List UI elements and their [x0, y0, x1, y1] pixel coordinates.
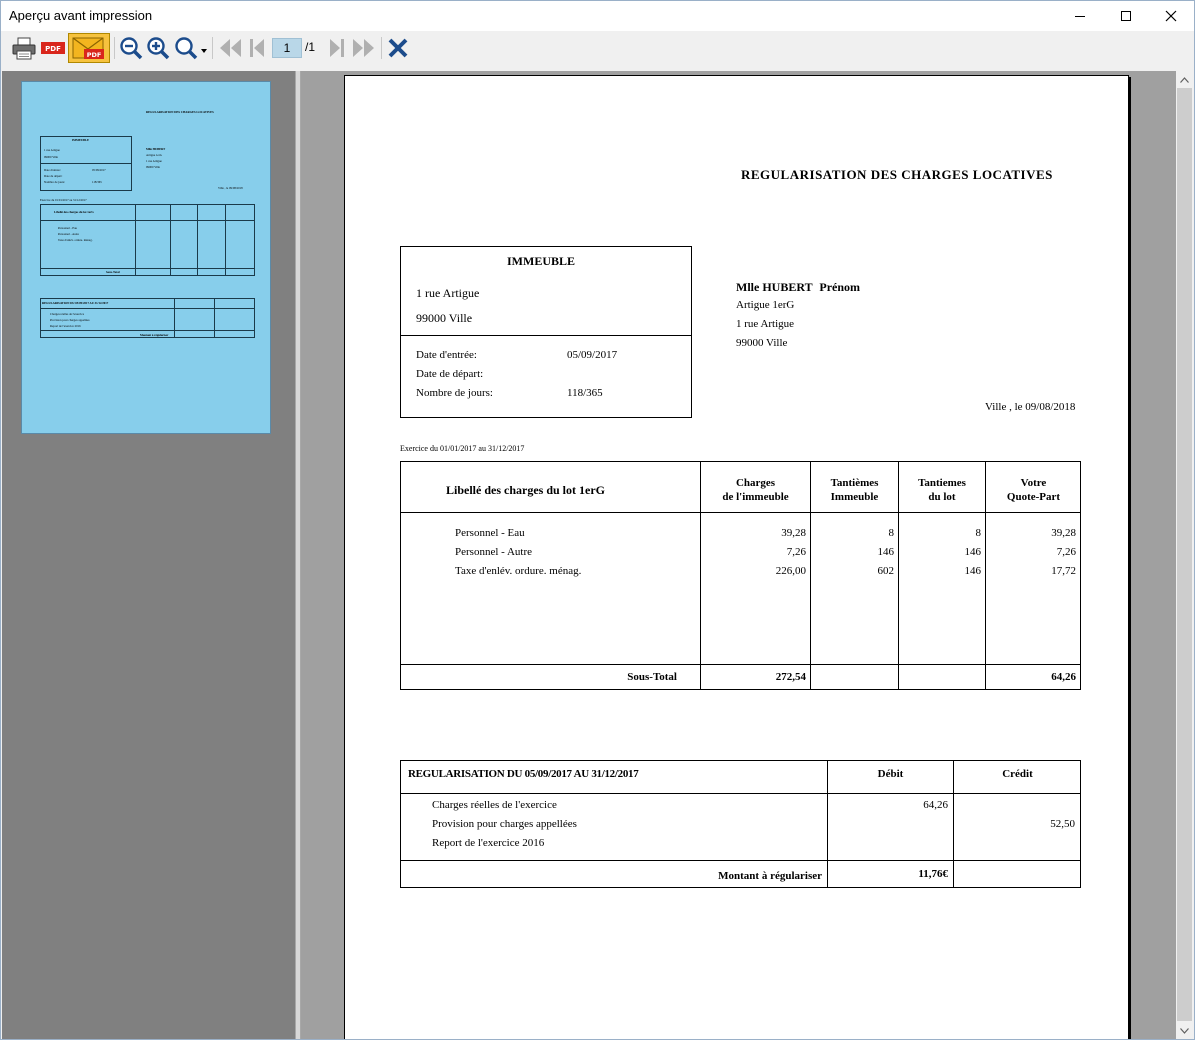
col-header-tant-lot [899, 476, 985, 504]
charges-subtotal-line [400, 664, 1081, 665]
zoom-dropdown-button[interactable] [173, 33, 209, 63]
charge-row-charges: 226,00 [775, 565, 806, 577]
thumb-tenant-line2: Artigue 1erG [146, 153, 162, 157]
print-button[interactable] [9, 33, 39, 63]
thumb-row-line [40, 220, 255, 221]
building-city: 99000 Ville [416, 311, 473, 325]
thumb-col-line [225, 204, 226, 276]
col-header-quote-1: Votre [1020, 477, 1047, 489]
thumb-regul-row: Provision pour charges appellées [50, 318, 90, 322]
tenant-line2: Artigue 1erG [736, 299, 795, 311]
thumb-col-line [197, 204, 198, 276]
last-page-button[interactable] [350, 33, 378, 63]
building-address: 1 rue Artigue [416, 286, 480, 300]
thumb-days-label: Nombre de jours: [44, 180, 65, 184]
regul-row-credit: 52,50 [1050, 818, 1075, 830]
col-header-tant-lot-1: Tantiemes [918, 477, 966, 489]
minimize-icon [1074, 10, 1086, 22]
tenant-lastname: Mlle HUBERT [736, 280, 813, 294]
subtotal-label: Sous-Total [627, 671, 677, 683]
maximize-icon [1120, 10, 1132, 22]
zoom-in-button[interactable] [145, 33, 171, 63]
regul-total-debit: 11,76€ [918, 868, 948, 880]
close-window-button[interactable] [1148, 1, 1194, 31]
charge-row-tant-imm: 146 [877, 546, 894, 558]
col-header-charges-2: de l'immeuble [722, 491, 789, 503]
tenant-line3: 1 rue Artigue [736, 318, 795, 330]
thumb-tenant-name: Mlle HUBERT [146, 147, 166, 151]
toolbar-separator [114, 37, 115, 59]
thumb-col-line [174, 298, 175, 338]
pdf-icon [40, 40, 66, 56]
thumb-tenant-line3: 1 rue Artigue [146, 159, 162, 163]
col-header-label: Libellé des charges du lot 1erG [446, 483, 605, 497]
thumb-title: REGULARISATION DES CHARGES LOCATIVES [146, 110, 214, 114]
regul-col-credit: Crédit [1002, 768, 1033, 780]
preview-area [301, 71, 1176, 1039]
charge-row-tant-lot: 146 [964, 546, 981, 558]
zoom-in-icon [146, 36, 170, 60]
building-box-divider [400, 335, 692, 336]
thumb-regul-row: Report de l'exercice 2016 [50, 324, 81, 328]
entry-date-label: Date d'entrée: [416, 349, 477, 361]
charge-row-label: Taxe d'enlév. ordure. ménag. [455, 565, 582, 577]
page-number-input[interactable]: 1 [272, 38, 302, 58]
thumb-col-line [135, 204, 136, 276]
days-label: Nombre de jours: [416, 387, 493, 399]
thumbnail-pane [2, 71, 295, 1039]
page-total: /1 [305, 40, 316, 54]
printer-icon [11, 36, 37, 60]
title-bar [1, 1, 1194, 31]
regul-total-line [400, 860, 1081, 861]
thumb-row-line [40, 308, 255, 309]
toolbar-separator [212, 37, 213, 59]
charge-row-quote: 39,28 [1051, 527, 1076, 539]
tenant-name [736, 280, 860, 295]
thumb-entry-label: Date d'entrée: [44, 168, 61, 172]
thumb-place-date: Ville , le 09/08/2018 [218, 186, 243, 190]
charge-row-tant-lot: 146 [964, 565, 981, 577]
thumb-building-address: 1 rue Artigue [44, 148, 60, 152]
document-page [344, 75, 1129, 1039]
chevron-down-icon [201, 49, 207, 53]
col-header-tant-imm-1: Tantièmes [830, 477, 879, 489]
tenant-line4: 99000 Ville [736, 337, 788, 349]
scrollbar-thumb[interactable] [1177, 88, 1192, 1021]
charge-row-tant-imm: 602 [877, 565, 894, 577]
thumb-col-line [170, 204, 171, 276]
regul-heading: REGULARISATION DU 05/09/2017 AU 31/12/2017 [408, 768, 639, 780]
export-pdf-button[interactable] [39, 33, 67, 63]
regul-row-debit: 64,26 [923, 799, 948, 811]
document-title: REGULARISATION DES CHARGES LOCATIVES [741, 167, 1053, 182]
place-date: Ville , le 09/08/2018 [985, 401, 1076, 413]
subtotal-charges: 272,54 [775, 671, 806, 683]
subtotal-quote: 64,26 [1051, 671, 1076, 683]
next-page-icon [327, 36, 347, 60]
col-header-charges-1: Charges [735, 477, 776, 489]
svg-text:PDF: PDF [86, 51, 102, 59]
regul-row-label: Report de l'exercice 2016 [432, 837, 545, 849]
charge-row-quote: 7,26 [1056, 546, 1076, 558]
thumb-row-label: Personnel - Eau [58, 226, 77, 230]
thumb-tenant-line4: 99000 Ville [146, 165, 161, 169]
entry-date-value: 05/09/2017 [567, 349, 618, 361]
previous-page-button[interactable] [245, 33, 269, 63]
tenant-firstname: Prénom [819, 280, 861, 294]
thumb-row-line [40, 268, 255, 269]
thumb-row-label: Personnel - Autre [58, 232, 79, 236]
charge-row-label: Personnel - Eau [455, 527, 525, 539]
col-header-charges [701, 476, 810, 504]
chevron-up-icon [1180, 77, 1189, 83]
close-icon [1165, 10, 1177, 22]
thumb-days-value: 118/365 [92, 180, 102, 184]
toolbar [1, 31, 1194, 65]
exercise-period: Exercice du 01/01/2017 au 31/12/2017 [400, 444, 525, 453]
thumb-regul-row: Charges réelles de l'exercice [50, 312, 85, 316]
first-page-button[interactable] [216, 33, 244, 63]
vertical-scrollbar[interactable] [1176, 71, 1193, 1039]
thumb-row-line [40, 330, 255, 331]
close-icon [387, 37, 409, 59]
regul-total-label: Montant à régulariser [718, 870, 822, 882]
thumb-subtotal-label: Sous-Total [106, 270, 120, 274]
charge-row-tant-lot: 8 [975, 527, 981, 539]
col-header-tant-lot-2: du lot [928, 491, 956, 503]
charge-row-charges: 39,28 [781, 527, 806, 539]
next-page-button[interactable] [325, 33, 349, 63]
maximize-button[interactable] [1103, 1, 1149, 31]
email-pdf-icon [70, 35, 108, 61]
charge-row-quote: 17,72 [1051, 565, 1076, 577]
scroll-up-button[interactable] [1176, 71, 1193, 88]
thumb-exercise: Exercice du 01/01/2017 au 31/12/2017 [40, 198, 87, 202]
regul-row-label: Charges réelles de l'exercice [432, 799, 557, 811]
charge-row-tant-imm: 8 [888, 527, 894, 539]
thumb-building-city: 99000 Ville [44, 155, 59, 159]
charge-row-charges: 7,26 [786, 546, 806, 558]
col-header-tant-imm [811, 476, 898, 504]
thumb-col-label: Libellé des charges du lot 1erG [54, 210, 94, 214]
thumb-entry-value: 05/09/2017 [92, 168, 106, 172]
chevron-down-icon [1180, 1028, 1189, 1034]
zoom-out-icon [119, 36, 143, 60]
page-thumbnail[interactable] [21, 81, 271, 434]
col-header-quote-2: Quote-Part [1006, 491, 1061, 503]
svg-text:PDF: PDF [45, 45, 61, 53]
scroll-down-button[interactable] [1176, 1022, 1193, 1039]
window-title: Aperçu avant impression [9, 8, 153, 23]
col-header-tant-imm-2: Immeuble [830, 491, 879, 503]
thumb-col-line [214, 298, 215, 338]
previous-page-icon [247, 36, 267, 60]
thumb-regul-total: Montant à régulariser [140, 333, 169, 337]
first-page-icon [217, 36, 243, 60]
departure-date-label: Date de départ: [416, 368, 484, 380]
charge-row-label: Personnel - Autre [455, 546, 532, 558]
last-page-icon [351, 36, 377, 60]
days-value: 118/365 [567, 387, 603, 399]
thumb-row-label: Taxe d'enlév. ordure. ménag. [58, 238, 93, 242]
col-header-quote [986, 476, 1081, 504]
toolbar-separator [381, 37, 382, 59]
regul-header-line [400, 793, 1081, 794]
thumb-regul-heading: REGULARISATION DU 05/09/2017 AU 31/12/2017 [42, 301, 109, 305]
charges-header-line [400, 512, 1081, 513]
zoom-out-button[interactable] [118, 33, 144, 63]
regul-col-debit: Débit [877, 768, 904, 780]
thumb-departure-label: Date de départ: [44, 174, 63, 178]
thumb-building-heading: IMMEUBLE [72, 138, 90, 142]
email-pdf-button[interactable] [68, 33, 110, 63]
building-heading: IMMEUBLE [507, 254, 576, 268]
zoom-icon [174, 36, 208, 60]
regul-row-label: Provision pour charges appellées [432, 818, 577, 830]
thumb-divider [40, 163, 132, 164]
minimize-button[interactable] [1057, 1, 1103, 31]
close-preview-button[interactable] [385, 33, 411, 63]
